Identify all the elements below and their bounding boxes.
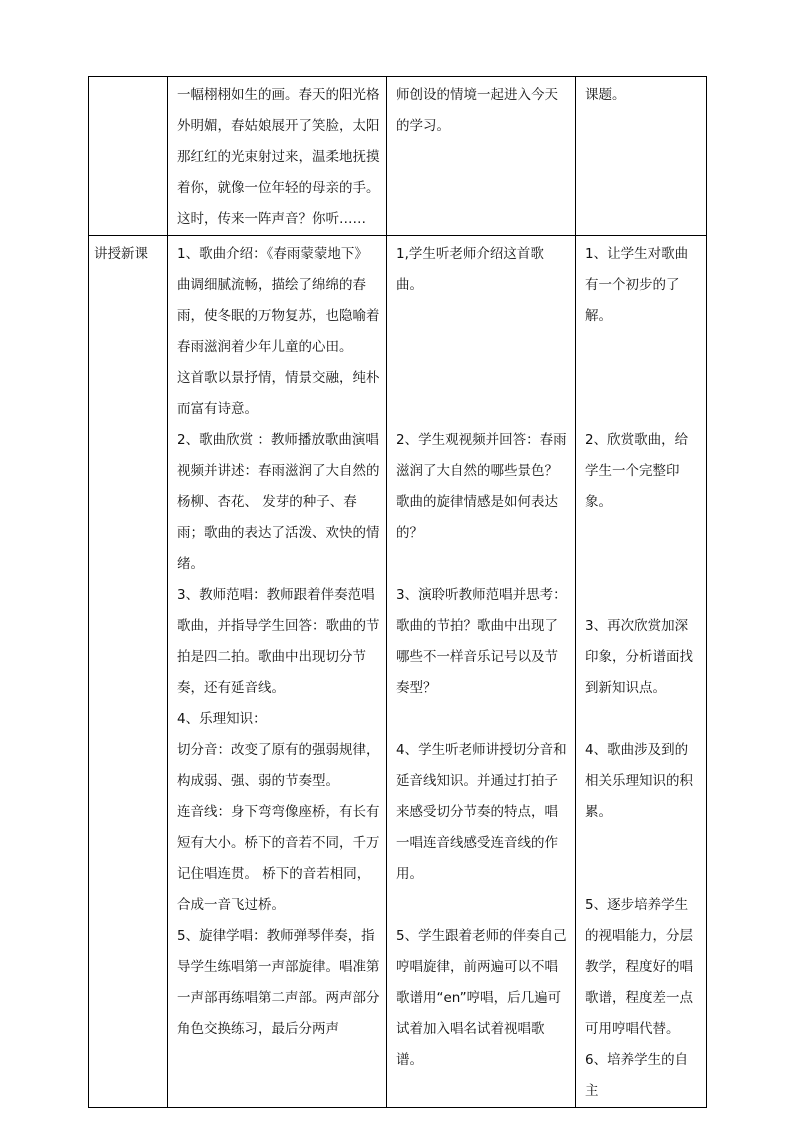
teacher-text: 一幅栩栩如生的画。春天的阳光格外明媚，春姑娘展开了笑脸，太阳那红红的光束射过来，温柔地抚摸着你，就像一位年轻的母亲的手。这时，传来一阵声音？你听……: [177, 87, 380, 227]
lesson-plan-table: [88, 76, 707, 1108]
teacher-step: 5、旋律学唱：教师弹琴伴奏，指导学生练唱第一声部旋律。唱准第一声部再练唱第二声部。两声部分角色交换练习，最后分两声: [177, 928, 380, 1037]
student-activity-cell: [387, 77, 576, 236]
student-step: 2、学生观视频并回答：春雨滋润了大自然的哪些景色？歌曲的旋律情感是如何表达的？: [396, 432, 567, 541]
student-step: 5、学生跟着老师的伴奏自己哼唱旋律，前两遍可以不唱歌谱用“en”哼唱，后几遍可试着加入唱名试着视唱歌谱。: [396, 928, 567, 1068]
teacher-step: 连音线：身下弯弯像座桥，有长有短有大小。桥下的音若不同，千万记住唱连贯。 桥下的音若相同，合成一音飞过桥。: [177, 804, 380, 913]
process-cell: [89, 236, 168, 1108]
student-step: 3、演聆听教师范唱并思考：歌曲的节拍？歌曲中出现了哪些不一样音乐记号以及节奏型？: [396, 587, 567, 696]
teacher-step: 3、教师范唱：教师跟着伴奏范唱歌曲，并指导学生回答：歌曲的节拍是四二拍。歌曲中出现切分节奏，还有延音线。: [177, 587, 380, 696]
student-text: 师创设的情境一起进入今天的学习。: [396, 87, 558, 134]
student-step: 4、学生听老师讲授切分音和延音线知识。并通过打拍子来感受切分节奏的特点，唱一唱连音线感受连音线的作用。: [396, 742, 567, 882]
teacher-step: 4、乐理知识：: [177, 711, 267, 727]
teacher-step: 这首歌以景抒情，情景交融，纯朴而富有诗意。: [177, 370, 380, 417]
table-row: [89, 77, 707, 236]
purpose-step: 1、让学生对歌曲有一个初步的了解。: [585, 246, 689, 324]
teacher-activity-cell: [168, 236, 387, 1108]
purpose-step: 6、培养学生的自主: [585, 1052, 689, 1099]
purpose-text: 课题。: [585, 87, 626, 103]
process-cell: [89, 77, 168, 236]
teacher-step: 2、歌曲欣赏 ：教师播放歌曲演唱视频并讲述：春雨滋润了大自然的杨柳、杏花、 发芽的种子、春雨；歌曲的表达了活泼、欢快的情绪。: [177, 432, 380, 572]
process-label: 讲授新课: [94, 246, 148, 262]
student-step: 1,学生听老师介绍这首歌曲。: [396, 246, 544, 293]
purpose-step: 5、逐步培养学生的视唱能力，分层教学，程度好的唱歌谱，程度差一点可用哼唱代替。: [585, 897, 693, 1037]
table-row: [89, 236, 707, 1108]
student-activity-cell: [387, 236, 576, 1108]
teacher-step: 切分音：改变了原有的强弱规律，构成弱、强、弱的节奏型。: [177, 742, 380, 789]
teacher-step: 1、歌曲介绍：《春雨蒙蒙地下》曲调细腻流畅，描绘了绵绵的春雨，使冬眠的万物复苏，也隐喻着春雨滋润着少年儿童的心田。: [177, 246, 380, 355]
design-purpose-cell: [576, 236, 707, 1108]
purpose-step: 4、歌曲涉及到的相关乐理知识的积累。: [585, 742, 693, 820]
design-purpose-cell: [576, 77, 707, 236]
teacher-activity-cell: [168, 77, 387, 236]
purpose-step: 2、欣赏歌曲，给学生一个完整印象。: [585, 432, 689, 510]
purpose-step: 3、再次欣赏加深印象，分析谱面找到新知识点。: [585, 618, 693, 696]
